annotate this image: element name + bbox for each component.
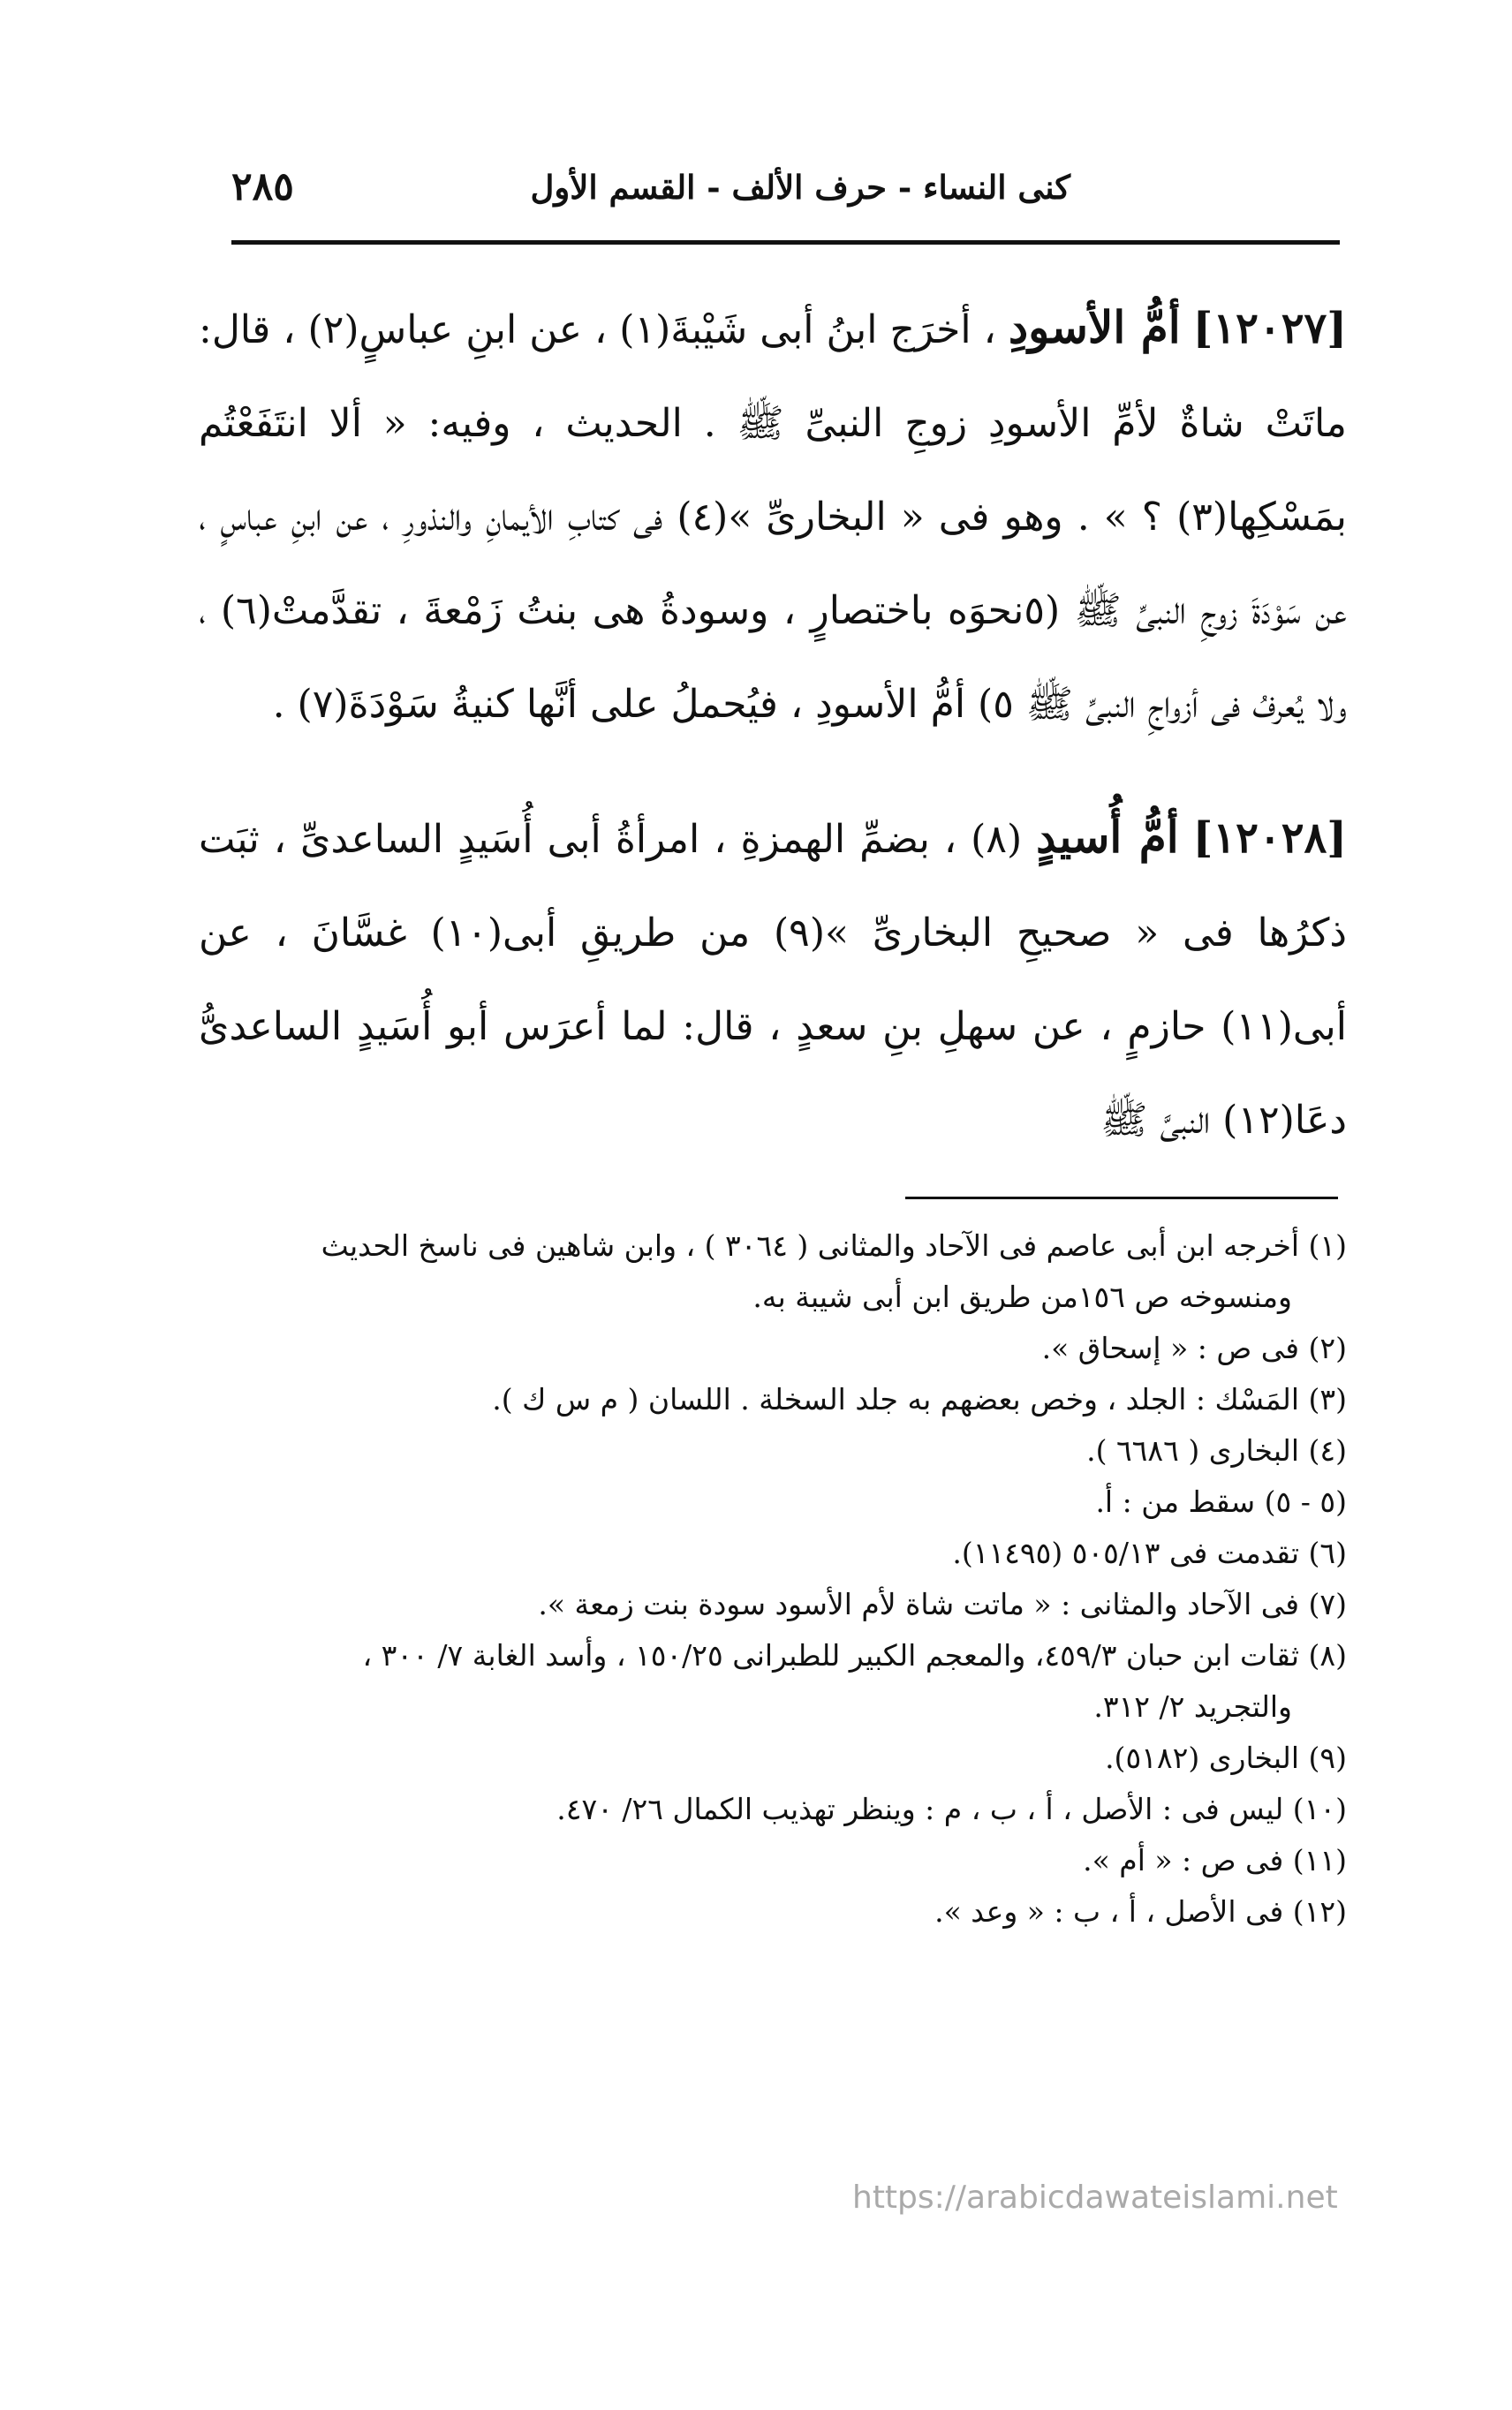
entry-12028 (199, 790, 1347, 1167)
footnote-7 (199, 1579, 1347, 1630)
footnote-text: (٧) فى الآحاد والمثانى : « ماتت شاة لأم الأسود سودة بنت زمعة ». (538, 1587, 1347, 1621)
entry-text: (٨) ، بضمِّ الهمزةِ ، امرأةُ أبى أُسَيدٍ الساعدىِّ ، ثبَت ذكرُها فى « صحيحِ البخارىِّ »(٩) من طريقِ أبى(١٠) غسَّانَ ، عن أبى(١١) حازمٍ ، عن سهلِ بنِ سعدٍ ، قال: لما أعرَس أبو أُسَيدٍ الساعدىُّ دعَا(١٢) النبىَّ ﷺ (199, 817, 1347, 1143)
footnote-text: (٤) البخارى ( ٦٦٨٦ ). (1086, 1433, 1347, 1468)
entry-name: أمُّ الأسودِ (1008, 301, 1181, 353)
entry-name: أمُّ أُسيدٍ (1036, 811, 1179, 863)
footnote-text: (١٢) فى الأصل ، أ ، ب : « وعد ». (934, 1894, 1347, 1929)
footnote-5 (199, 1477, 1347, 1528)
footnote-text: (٥ - ٥) سقط من : أ. (1095, 1485, 1347, 1519)
footnotes (199, 1220, 1347, 1938)
footnote-9 (199, 1733, 1347, 1784)
footnote-separator (905, 1197, 1338, 1199)
entries (199, 281, 1347, 1176)
footnote-2 (199, 1323, 1347, 1374)
entry-number: [١٢٠٢٧] (1192, 304, 1347, 353)
footnote-text: (٣) المَسْك : الجلد ، وخص بعضهم به جلد السخلة . اللسان ( م س ك ). (492, 1382, 1347, 1417)
footnote-3 (199, 1374, 1347, 1425)
page-number: ٢٨٥ (231, 164, 294, 209)
header-rule (231, 240, 1340, 245)
running-header (231, 159, 1335, 221)
footnote-text: (١١) فى ص : « أم ». (1083, 1843, 1347, 1877)
footnote-text: (٦) تقدمت فى ٥٠٥/١٣ (١١٤٩٥). (952, 1536, 1347, 1570)
footnote-continuation: والتجريد ٢/ ٣١٢. (1093, 1689, 1292, 1724)
entry-number: [١٢٠٢٨] (1192, 813, 1347, 863)
footnote-8 (199, 1630, 1347, 1733)
entry-12027 (199, 281, 1347, 752)
footnote-10 (199, 1784, 1347, 1835)
watermark-url: https://arabicdawateislami.net (852, 2180, 1338, 2216)
footnote-text: (١٠) ليس فى : الأصل ، أ ، ب ، م : وينظر تهذيب الكمال ٢٦/ ٤٧٠. (556, 1792, 1347, 1826)
footnote-text: (١) أخرجه ابن أبى عاصم فى الآحاد والمثانى ( ٣٠٦٤ ) ، وابن شاهين فى ناسخ الحديث (321, 1228, 1347, 1263)
footnote-text: (٩) البخارى (٥١٨٢). (1105, 1741, 1347, 1775)
entry-text: ، أخرَج ابنُ أبى شَيْبةَ(١) ، عن ابنِ عباسٍ(٢) ، قال: ماتَتْ شاةٌ لأمِّ الأسودِ زوجِ النبىِّ ﷺ . الحديث ، وفيه: « ألا انتَفَعْتُم بمَسْكِها(٣) ؟ » . وهو فى « البخارىِّ »(٤) فى كتابِ الأيمانِ والنذورِ ، عن ابنِ عباسٍ ، عن سَوْدَةَ زوجِ النبىِّ ﷺ (٥نحوَه باختصارٍ ، وسودةُ هى بنتُ زَمْعةَ ، تقدَّمتْ(٦) ، ولا يُعرفُ فى أزواجِ النبىِّ ﷺ ٥) أمُّ الأسودِ ، فيُحملُ على أنَّها كنيةُ سَوْدَةَ(٧) . (199, 307, 1347, 727)
footnote-12 (199, 1886, 1347, 1938)
footnote-text: (٢) فى ص : « إسحاق ». (1041, 1331, 1347, 1365)
footnote-6 (199, 1528, 1347, 1579)
footnote-4 (199, 1425, 1347, 1477)
footnote-11 (199, 1835, 1347, 1886)
footnote-1 (199, 1220, 1347, 1323)
header-title: كنى النساء - حرف الألف - القسم الأول (530, 168, 1070, 207)
footnote-continuation: ومنسوخه ص ١٥٦من طريق ابن أبى شيبة به. (752, 1280, 1292, 1314)
footnote-text: (٨) ثقات ابن حبان ٤٥٩/٣، والمعجم الكبير للطبرانى ١٥٠/٢٥ ، وأسد الغابة ٧/ ٣٠٠ ، (362, 1638, 1347, 1673)
